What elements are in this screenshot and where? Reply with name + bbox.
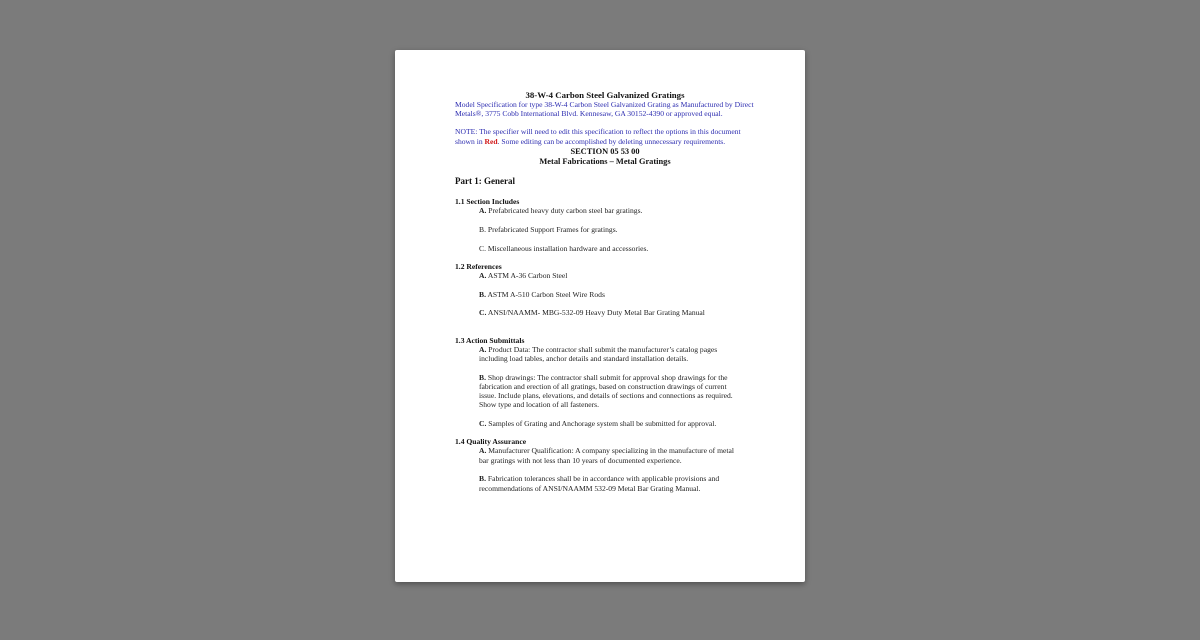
item-text: Miscellaneous installation hardware and accessories. xyxy=(485,243,649,253)
item-text: ANSI/NAAMM- MBG-532-09 Heavy Duty Metal Bar Grating Manual xyxy=(486,308,705,318)
item-letter: A. xyxy=(479,344,487,354)
list-item xyxy=(455,308,745,317)
item-text: Shop drawings: The contractor shall submit for approval shop drawings for the fabrication and erection of all gratings, based on construction drawings of current issue. Include plans, elevations, and details of sections and connections as required. Show type and location of all fasteners. xyxy=(479,372,733,410)
list-item xyxy=(455,345,745,363)
list-item xyxy=(455,271,745,280)
section-heading-1-2: 1.2 References xyxy=(455,261,502,271)
list-item xyxy=(455,244,745,253)
list-item xyxy=(455,474,745,492)
section-title: Metal Fabrications – Metal Gratings xyxy=(539,157,671,167)
note-text-before: NOTE: The specifier will need to edit this specification to reflect the options in this document shown in xyxy=(455,127,741,146)
section-heading-1-4: 1.4 Quality Assurance xyxy=(455,437,527,447)
intro-paragraph: Model Specification for type 38-W-4 Carbon Steel Galvanized Grating as Manufactured by Direct Metals®, 3775 Cobb International Blvd. Kennesaw, GA 30152-4390 or approved equal. xyxy=(455,100,754,119)
item-text: Manufacturer Qualification: A company specializing in the manufacture of metal bar gratings with not less than 10 years of documented experience. xyxy=(479,446,734,465)
item-text: ASTM A-36 Carbon Steel xyxy=(486,271,568,281)
section-items-1-1 xyxy=(455,206,755,253)
item-letter: B. xyxy=(479,224,486,234)
item-letter: B. xyxy=(479,372,486,382)
item-text: Samples of Grating and Anchorage system shall be submitted for approval. xyxy=(486,419,717,429)
item-text: Prefabricated heavy duty carbon steel bar gratings. xyxy=(486,206,643,216)
list-item xyxy=(455,419,745,428)
list-item xyxy=(455,206,745,215)
page-content xyxy=(455,90,755,493)
item-letter: C. xyxy=(479,419,487,429)
section-heading-1-1: 1.1 Section Includes xyxy=(455,197,520,207)
list-item xyxy=(455,446,745,464)
list-item xyxy=(455,373,745,410)
section-items-1-3 xyxy=(455,345,755,428)
item-letter: A. xyxy=(479,446,487,456)
item-text: Product Data: The contractor shall submit the manufacturer’s catalog pages including load tables, anchor details and standard installation details. xyxy=(479,344,718,364)
item-text: ASTM A-510 Carbon Steel Wire Rods xyxy=(485,289,605,299)
note-paragraph xyxy=(455,127,755,145)
item-letter: C. xyxy=(479,243,486,253)
item-letter: C. xyxy=(479,308,487,318)
note-text-after: . Some editing can be accomplished by deleting unnecessary requirements. xyxy=(497,136,726,146)
list-item xyxy=(455,290,745,299)
note-highlight-red: Red xyxy=(484,136,498,146)
section-items-1-4 xyxy=(455,446,755,492)
section-heading-1-3: 1.3 Action Submittals xyxy=(455,335,525,345)
item-letter: A. xyxy=(479,206,487,216)
list-item xyxy=(455,225,745,234)
item-letter: A. xyxy=(479,271,487,281)
document-page xyxy=(395,50,805,582)
item-letter: B. xyxy=(479,474,486,484)
part-heading: Part 1: General xyxy=(455,175,515,186)
section-items-1-2 xyxy=(455,271,755,318)
item-text: Prefabricated Support Frames for gratings. xyxy=(485,224,618,234)
item-letter: B. xyxy=(479,289,486,299)
section-number: SECTION 05 53 00 xyxy=(570,146,640,156)
document-title: 38-W-4 Carbon Steel Galvanized Gratings xyxy=(525,90,685,100)
item-text: Fabrication tolerances shall be in accordance with applicable provisions and recommendations of ANSI/NAAMM 532-09 Metal Bar Grating Manual. xyxy=(479,474,720,493)
